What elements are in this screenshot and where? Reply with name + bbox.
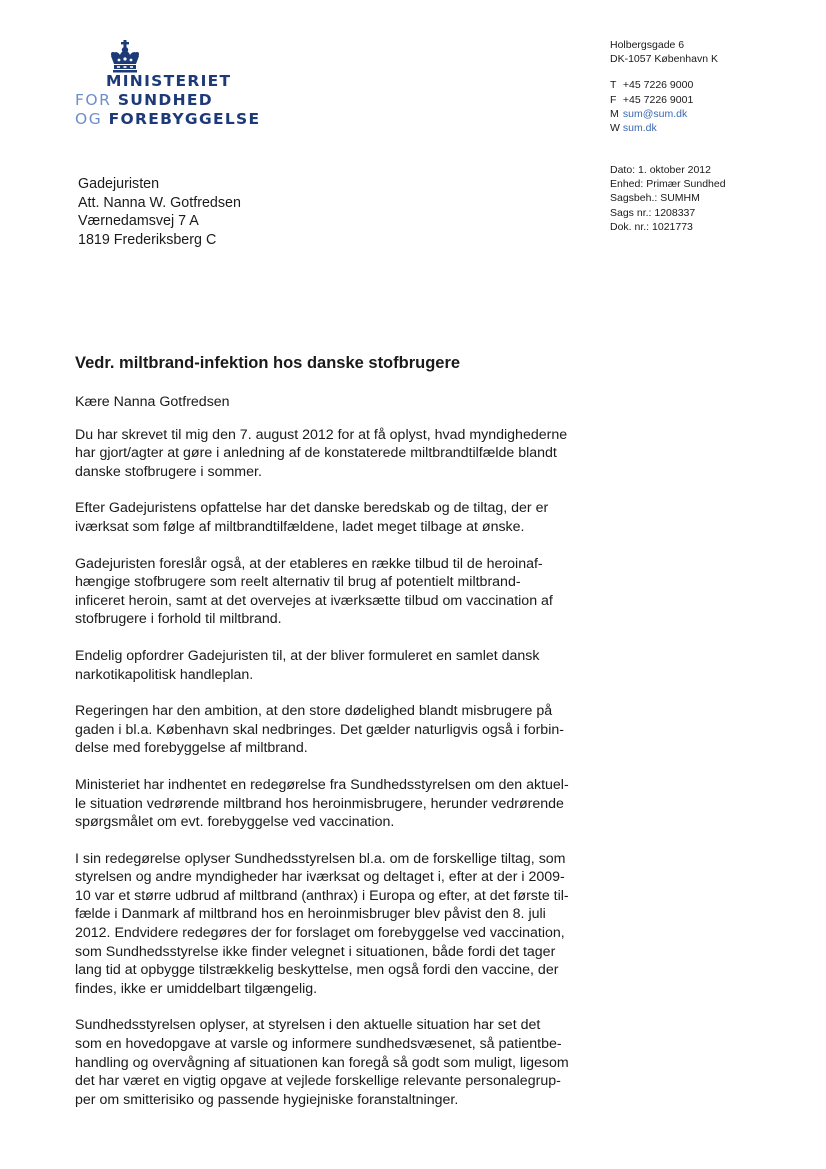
logo-word-for: FOR: [75, 91, 118, 109]
recipient-street: Værnedamsvej 7 A: [78, 213, 199, 229]
case-handler: Sagsbeh.: SUMHM: [610, 192, 700, 205]
paragraph-line: Gadejuristen foreslår også, at der etableres en række tilbud til de heroinaf-: [75, 555, 543, 572]
paragraph-line: har gjort/agter at gøre i anledning af de konstaterede miltbrandtilfælde blandt: [75, 445, 557, 462]
sender-street: Holbergsgade 6: [610, 39, 685, 51]
recipient-city: 1819 Frederiksberg C: [78, 231, 217, 248]
case-metadata: [610, 163, 726, 234]
paragraph-line: Efter Gadejuristens opfattelse har det danske beredskab og de tiltag, der er: [75, 500, 549, 517]
paragraph-line: I sin redegørelse oplyser Sundhedsstyrelsen bl.a. om de forskellige tiltag, som: [75, 850, 566, 867]
phone-number: +45 7226 9000: [622, 79, 694, 92]
sender-contact: [610, 38, 718, 147]
body-paragraph: [75, 702, 635, 758]
paragraph-line: Du har skrevet til mig den 7. august 2012 for at få oplyst, hvad myndighederne: [75, 426, 568, 443]
paragraph-line: styrelsen og andre myndigheder har iværksat og deltaget i, efter at der i 2009-: [75, 869, 565, 886]
body-paragraph: [75, 850, 635, 999]
document-number: Dok. nr.: 1021773: [610, 220, 693, 233]
paragraph-line: det har været en vigtig opgave at vejlede forskellige relevante personalegrup-: [75, 1073, 561, 1090]
body-paragraph: [75, 1016, 635, 1109]
paragraph-line: fælde i Danmark af miltbrand hos en heroinmisbruger blev påvist den 8. juli: [75, 906, 546, 923]
paragraphs: [75, 426, 635, 1110]
paragraph-line: Regeringen har den ambition, at den store dødelighed blandt misbrugere på: [75, 703, 553, 720]
paragraph-line: som Sundhedsstyrelse ikke finder velegnet i situationen, både fordi det tager: [75, 943, 556, 960]
crown-icon: [108, 40, 142, 74]
paragraph-line: som en hovedopgave at varsle og informere sundhedsvæsenet, så patientbe-: [75, 1036, 562, 1053]
paragraph-line: narkotikapolitisk handleplan.: [75, 666, 254, 683]
salutation: Kære Nanna Gotfredsen: [75, 394, 230, 410]
body-paragraph: [75, 555, 635, 629]
logo-line-forebyggelse: [75, 110, 260, 128]
mail-line: [610, 107, 718, 121]
sender-city: DK-1057 København K: [610, 53, 718, 66]
paragraph-line: le situation vedrørende miltbrand hos heroinmisbrugere, herunder vedrørende: [75, 795, 564, 812]
paragraph-line: inficeret heroin, samt at det overvejes at iværksætte tilbud om vaccination af: [75, 592, 553, 609]
paragraph-line: per om smitterisiko og passende hygiejniske foranstaltninger.: [75, 1091, 459, 1108]
mail-link[interactable]: sum@sum.dk: [622, 107, 688, 120]
logo-word-og: OG: [75, 110, 109, 128]
logo-line-sundhed: [75, 91, 213, 109]
sender-address: [610, 38, 718, 66]
paragraph-line: spørgsmålet om evt. forebyggelse ved vaccination.: [75, 814, 395, 831]
recipient-name: Gadejuristen: [78, 176, 160, 192]
recipient-att: Att. Nanna W. Gotfredsen: [78, 194, 241, 211]
paragraph-line: 10 var et større udbrud af miltbrand (anthrax) i Europa og efter, at det første til-: [75, 887, 569, 904]
body-paragraph: [75, 426, 635, 482]
letter-unit: Enhed: Primær Sundhed: [610, 178, 726, 191]
fax-line: [610, 93, 718, 107]
paragraph-line: hængige stofbrugere som reelt alternativ til brug af potentielt miltbrand-: [75, 574, 521, 591]
logo-word-sundhed: SUNDHED: [117, 91, 213, 109]
web-line: [610, 121, 718, 135]
letter-date: Dato: 1. oktober 2012: [610, 164, 711, 176]
paragraph-line: 2012. Endvidere redegøres der for forslaget om forebyggelse ved vaccination,: [75, 925, 565, 942]
web-link[interactable]: sum.dk: [622, 122, 657, 135]
letter-subject: Vedr. miltbrand-infektion hos danske stofbrugere: [75, 354, 461, 372]
paragraph-line: danske stofbrugere i sommer.: [75, 463, 262, 480]
body-paragraph: [75, 776, 635, 832]
letter-body: [75, 393, 635, 1127]
paragraph-line: findes, ikke er umiddelbart tilgængelig.: [75, 980, 318, 997]
sender-contact-lines: [610, 78, 718, 135]
case-number: Sags nr.: 1208337: [610, 206, 696, 219]
web-label: W: [610, 122, 620, 135]
paragraph-line: Endelig opfordrer Gadejuristen til, at der bliver formuleret en samlet dansk: [75, 647, 540, 664]
fax-number: +45 7226 9001: [622, 93, 694, 106]
phone-line: [610, 78, 718, 92]
body-paragraph: [75, 499, 635, 536]
paragraph-line: iværksat som følge af miltbrandtilfældene, ladet meget tilbage at ønske.: [75, 518, 525, 535]
paragraph-line: gaden i bl.a. København skal nedbringes. Det gælder naturligvis også i forbin-: [75, 721, 564, 738]
recipient-address: [78, 175, 241, 249]
paragraph-line: Ministeriet har indhentet en redegørelse fra Sundhedsstyrelsen om den aktuel-: [75, 776, 569, 793]
logo-line-ministeriet: MINISTERIET: [106, 72, 232, 90]
fax-label: F: [610, 93, 617, 106]
body-paragraph: [75, 647, 635, 684]
logo-word-forebyggelse: FOREBYGGELSE: [108, 110, 261, 128]
mail-label: M: [610, 107, 619, 120]
paragraph-line: Sundhedsstyrelsen oplyser, at styrelsen i den aktuelle situation har set det: [75, 1017, 541, 1034]
paragraph-line: delse med forebyggelse af miltbrand.: [75, 740, 308, 757]
paragraph-line: handling og overvågning af situationen kan foregå så godt som muligt, ligesom: [75, 1054, 569, 1071]
paragraph-line: lang tid at opbygge tilstrækkelig beskyttelse, men også fordi den vaccine, der: [75, 962, 559, 979]
paragraph-line: stofbrugere i forhold til miltbrand.: [75, 611, 282, 628]
phone-label: T: [610, 79, 617, 92]
